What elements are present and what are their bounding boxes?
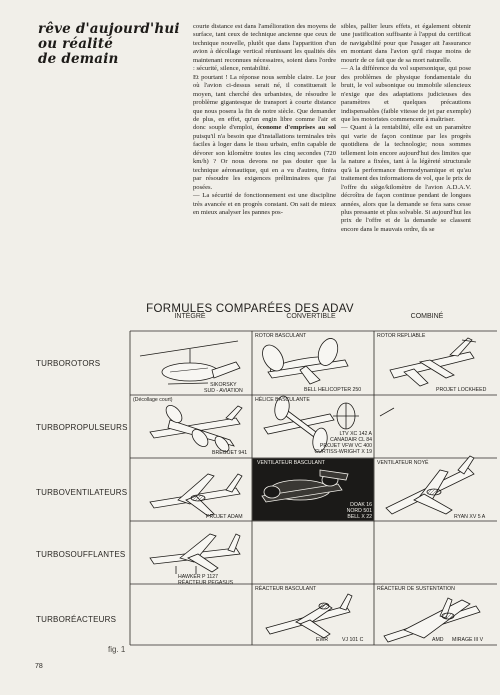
emphasis-text: économe d'emprises au sol xyxy=(256,124,336,132)
label-amd: AMD xyxy=(432,637,444,643)
label-line: PROJET VFW VC 400 xyxy=(319,443,372,449)
figure-number: fig. 1 xyxy=(108,645,126,654)
label-helice-basculante: HÉLICE BASCULANTE xyxy=(255,397,310,403)
column-header-convertible: CONVERTIBLE xyxy=(286,313,336,320)
paragraph: — A la différence du vol supersonique, qui pose des problèmes de physique fondamentale du bruit, le vol subsonique ou immobile silencieux n'exige que des adaptations judicieuses des paramètres et quelques précautions indispensables (faible vitesse de jet par exemple) que les motoristes commencent à maîtriser. xyxy=(341,65,471,123)
ewr-vj101c-icon xyxy=(266,594,352,638)
row-label-turboventilateurs: TURBOVENTILATEURS xyxy=(36,488,128,497)
label-reacteur-sustentation: RÉACTEUR DE SUSTENTATION xyxy=(377,586,455,592)
label-ventilateur-basculant: VENTILATEUR BASCULANT xyxy=(257,460,325,466)
row-label-turbosoufflantes: TURBOSOUFFLANTES xyxy=(36,550,126,559)
label-line: DOAK 16 xyxy=(350,502,372,508)
label-decollage-court: (Décollage court) xyxy=(133,397,173,403)
heading-line-3: de demain xyxy=(38,51,119,67)
label-ventilateur-noye: VENTILATEUR NOYÉ xyxy=(377,460,429,466)
paragraph: — Quant à la rentabilité, elle est un paramètre qui varie de façon continue par les progrès quotidiens de la technologie; nous sommes tellement loin encore aujourd'hui des limites que la nature a fixées, tant à la légèreté structurale qu'à la performance thermodynamique et qu'au traitement des informations de vol, que le prix de l'offre du siège/kilomètre de l'avion A.D.A.V. décroîtra de façon continue pendant de longues années, alors que la demande se fera sans cesse plus pressante et plus solvable. Si aujourd'hui les prix de l'offre et de la demande se classent encore dans le mauvais ordre, ils se xyxy=(341,124,471,233)
label-breguet-941: BREGUET 941 xyxy=(212,450,248,456)
row-label-turbopropulseurs: TURBOPROPULSEURS xyxy=(36,423,128,432)
label-tiltfan-models xyxy=(320,502,372,520)
heading-line-1: rêve d'aujourd'hui xyxy=(38,21,180,37)
mirage-iii-v-icon xyxy=(384,598,480,642)
page-number: 78 xyxy=(35,663,43,670)
row-label-turboreacteurs: TURBORÉACTEURS xyxy=(36,615,117,624)
label-bell-helicopter-250: BELL HELICOPTER 250 xyxy=(304,387,362,393)
label-line: HAWKER P 1127 xyxy=(178,574,218,580)
label-vj101c: VJ 101 C xyxy=(342,637,364,643)
projet-adam-icon xyxy=(150,474,242,516)
label-reacteur-basculant: RÉACTEUR BASCULANT xyxy=(255,586,317,592)
label-mirage-iii-v: MIRAGE III V xyxy=(452,637,484,643)
label-line: RÉACTEUR PEGASUS xyxy=(178,580,234,586)
label-line: CANADAIR CL 84 xyxy=(330,437,372,443)
tiltwing-variant-icon xyxy=(380,408,394,416)
folding-rotor-aircraft-icon xyxy=(390,338,476,386)
label-line: NORD 501 xyxy=(346,508,372,514)
label-line: CURTISS-WRIGHT X 19 xyxy=(314,449,372,455)
label-hawker-p1127 xyxy=(178,574,233,586)
paragraph: courte distance est dans l'amélioration des moyens de surface, tant ceux de technique ancienne que ceux de technique nouvelle, plutôt que dans l'apparition d'un avion à décollage vertical réunissant les qualités dès maintenant reconnues nécessaires, soient dans l'ordre : sécurité, silence, rentabilité. xyxy=(193,23,336,73)
paragraph: — La sécurité de fonctionnement est une discipline très avancée et en progrès constant. On sait de mieux en mieux analyser les pannes pos- xyxy=(193,192,336,216)
label-line: SUD - AVIATION xyxy=(204,388,243,394)
label-tiltwing-models xyxy=(300,431,372,455)
label-rotor-basculant: ROTOR BASCULANT xyxy=(255,333,307,339)
helicopter-icon xyxy=(140,341,240,384)
figure-title: FORMULES COMPARÉES DES ADAV xyxy=(146,303,354,315)
paragraph-text: puisqu'il n'a besoin que d'installations terminales très faciles à loger dans le tissu urbain, enfin capable de dévorer son kilomètre toutes les cinq secondes (720 km/h) ? Or nous devons ne pas douter que la technique aéronautique, qui en a vu d'autres, finira par résoudre les exigences préliminaires que j'ai posées. xyxy=(193,132,336,191)
label-line: SIKORSKY xyxy=(210,382,237,388)
heading-line-2: ou réalité xyxy=(38,36,114,52)
label-line: BELL X 22 xyxy=(347,514,372,520)
row-label-turborotors: TURBOROTORS xyxy=(36,359,101,368)
label-line: LTV XC 142 A xyxy=(339,431,372,437)
tiltrotor-icon xyxy=(258,336,348,384)
column-header-combine: COMBINÉ xyxy=(410,313,444,320)
paragraph-text: Et pourtant ! La réponse nous semble claire. Le jour où l'avion ci-dessus serait né, il constituerait le moyen, tant cherché des urbanistes, de résoudre le problème gigantesque de transport à courte distance que nous posera la fin de notre siècle. Que demander de plus, en effet, qu'un engin libre comme l'air et donc souple d'emploi, xyxy=(193,73,336,132)
paragraph: sibles, pallier leurs effets, et également obtenir une justification suffisante à l'appui du certificat de navigabilité pour que l'usager ait l'assurance en montant dans l'avion qu'il risque moins de mourir de ce fait que de sa mort naturelle. xyxy=(341,23,471,64)
label-projet-adam: PROJET ADAM xyxy=(206,514,243,520)
label-rotor-repliable: ROTOR REPLIABLE xyxy=(377,333,426,339)
label-ewr: EWR xyxy=(316,637,329,643)
label-ryan-xv5a: RYAN XV 5 A xyxy=(454,514,486,520)
label-projet-lockheed: PROJET LOCKHEED xyxy=(436,387,487,393)
label-sikorsky xyxy=(204,382,243,394)
breguet-941-icon xyxy=(150,402,242,454)
hawker-p1127-icon xyxy=(150,534,240,574)
column-header-integre: INTÉGRÉ xyxy=(174,313,206,320)
